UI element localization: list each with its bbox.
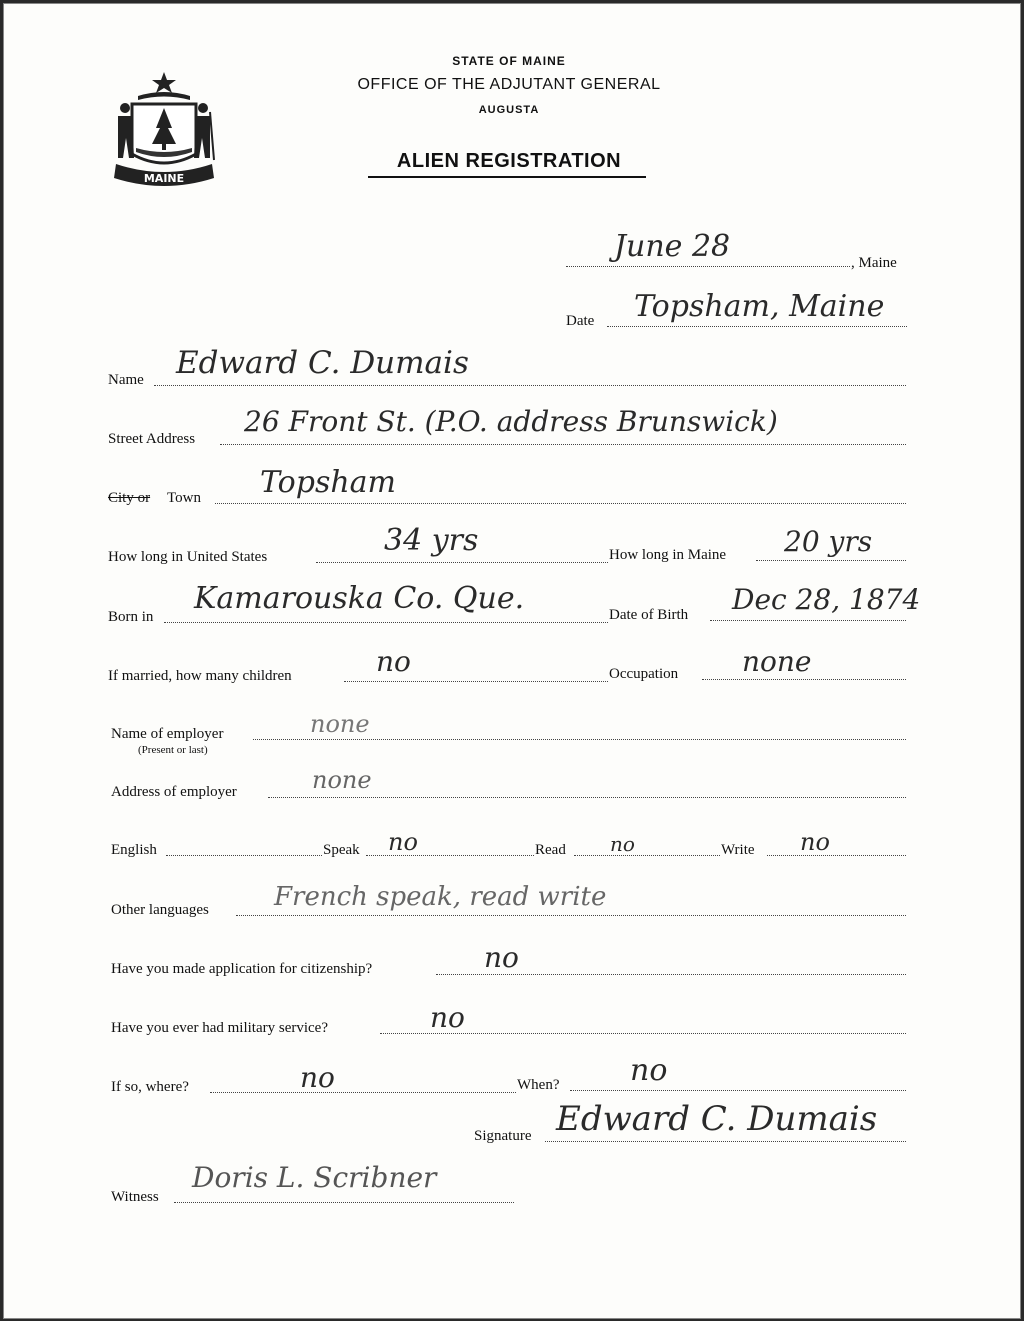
- town-label: Town: [167, 490, 201, 506]
- registration-form: [3, 3, 1021, 1319]
- employer-note: (Present or last): [138, 744, 208, 756]
- date-line: [607, 326, 907, 327]
- how-long-maine-line: [756, 560, 906, 561]
- how-long-us-value: 34 yrs: [384, 523, 479, 558]
- how-long-us-line: [316, 562, 608, 563]
- occupation-label: Occupation: [609, 666, 679, 682]
- read-line: [574, 855, 720, 856]
- header-state: STATE OF MAINE: [452, 54, 566, 68]
- children-value: no: [376, 645, 411, 678]
- witness-value: Doris L. Scribner: [192, 1161, 437, 1194]
- born-in-line: [164, 622, 608, 623]
- name-line: [154, 385, 906, 386]
- signature-line: [545, 1141, 906, 1142]
- when-label: When?: [517, 1077, 560, 1093]
- employer-address-value: none: [312, 766, 372, 794]
- employer-value: none: [310, 710, 370, 738]
- seal-banner-text: MAINE: [143, 172, 185, 185]
- town-line: [215, 503, 906, 504]
- city-label-struck: City or: [108, 490, 151, 506]
- military-label: Have you ever had military service?: [111, 1020, 328, 1036]
- employer-address-label: Address of employer: [111, 784, 237, 800]
- employer-label: Name of employer: [111, 726, 224, 742]
- how-long-maine-value: 20 yrs: [784, 525, 873, 558]
- read-value: no: [610, 832, 635, 856]
- how-long-us-label: How long in United States: [108, 549, 268, 565]
- date-top-line: [566, 266, 850, 267]
- where-label: If so, where?: [111, 1079, 189, 1095]
- witness-line: [174, 1202, 514, 1203]
- date-of-birth-value: Dec 28, 1874: [732, 583, 921, 616]
- form-title: ALIEN REGISTRATION: [396, 150, 622, 172]
- write-line: [767, 855, 906, 856]
- other-languages-value: French speak, read write: [274, 882, 607, 912]
- occupation-value: none: [742, 645, 812, 678]
- maine-label: , Maine: [851, 255, 897, 271]
- born-in-label: Born in: [108, 609, 154, 625]
- citizenship-value: no: [484, 941, 519, 974]
- date-place-value: Topsham, Maine: [634, 289, 885, 324]
- speak-value: no: [388, 828, 418, 856]
- street-address-line: [220, 444, 906, 445]
- witness-label: Witness: [111, 1189, 159, 1205]
- where-line: [210, 1092, 516, 1093]
- signature-label: Signature: [474, 1128, 532, 1144]
- date-top-value: June 28: [614, 229, 731, 264]
- write-label: Write: [721, 842, 755, 858]
- name-label: Name: [108, 372, 144, 388]
- title-underline: [368, 176, 646, 178]
- signature-value: Edward C. Dumais: [556, 1099, 878, 1139]
- date-of-birth-label: Date of Birth: [609, 607, 689, 623]
- how-long-maine-label: How long in Maine: [609, 547, 727, 563]
- read-label: Read: [535, 842, 566, 858]
- other-languages-line: [236, 915, 906, 916]
- street-address-value: 26 Front St. (P.O. address Brunswick): [244, 405, 778, 438]
- occupation-line: [702, 679, 906, 680]
- children-line: [344, 681, 608, 682]
- write-value: no: [800, 828, 830, 856]
- name-value: Edward C. Dumais: [176, 345, 469, 381]
- born-in-value: Kamarouska Co. Que.: [194, 581, 525, 616]
- town-value: Topsham: [260, 465, 396, 500]
- date-label: Date: [566, 313, 595, 329]
- english-label: English: [111, 842, 157, 858]
- where-value: no: [300, 1061, 335, 1094]
- other-languages-label: Other languages: [111, 902, 209, 918]
- speak-label: Speak: [323, 842, 360, 858]
- employer-address-line: [268, 797, 906, 798]
- english-line: [166, 855, 322, 856]
- header-city: AUGUSTA: [478, 104, 540, 116]
- maine-state-seal: [110, 68, 218, 194]
- citizenship-line: [436, 974, 906, 975]
- when-value: no: [630, 1053, 668, 1088]
- street-address-label: Street Address: [108, 431, 196, 447]
- military-value: no: [430, 1001, 465, 1034]
- citizenship-label: Have you made application for citizenship?: [111, 961, 373, 977]
- children-label: If married, how many children: [108, 668, 292, 684]
- employer-line: [253, 739, 906, 740]
- date-of-birth-line: [710, 620, 906, 621]
- when-line: [570, 1090, 906, 1091]
- header-office: OFFICE OF THE ADJUTANT GENERAL: [357, 76, 661, 93]
